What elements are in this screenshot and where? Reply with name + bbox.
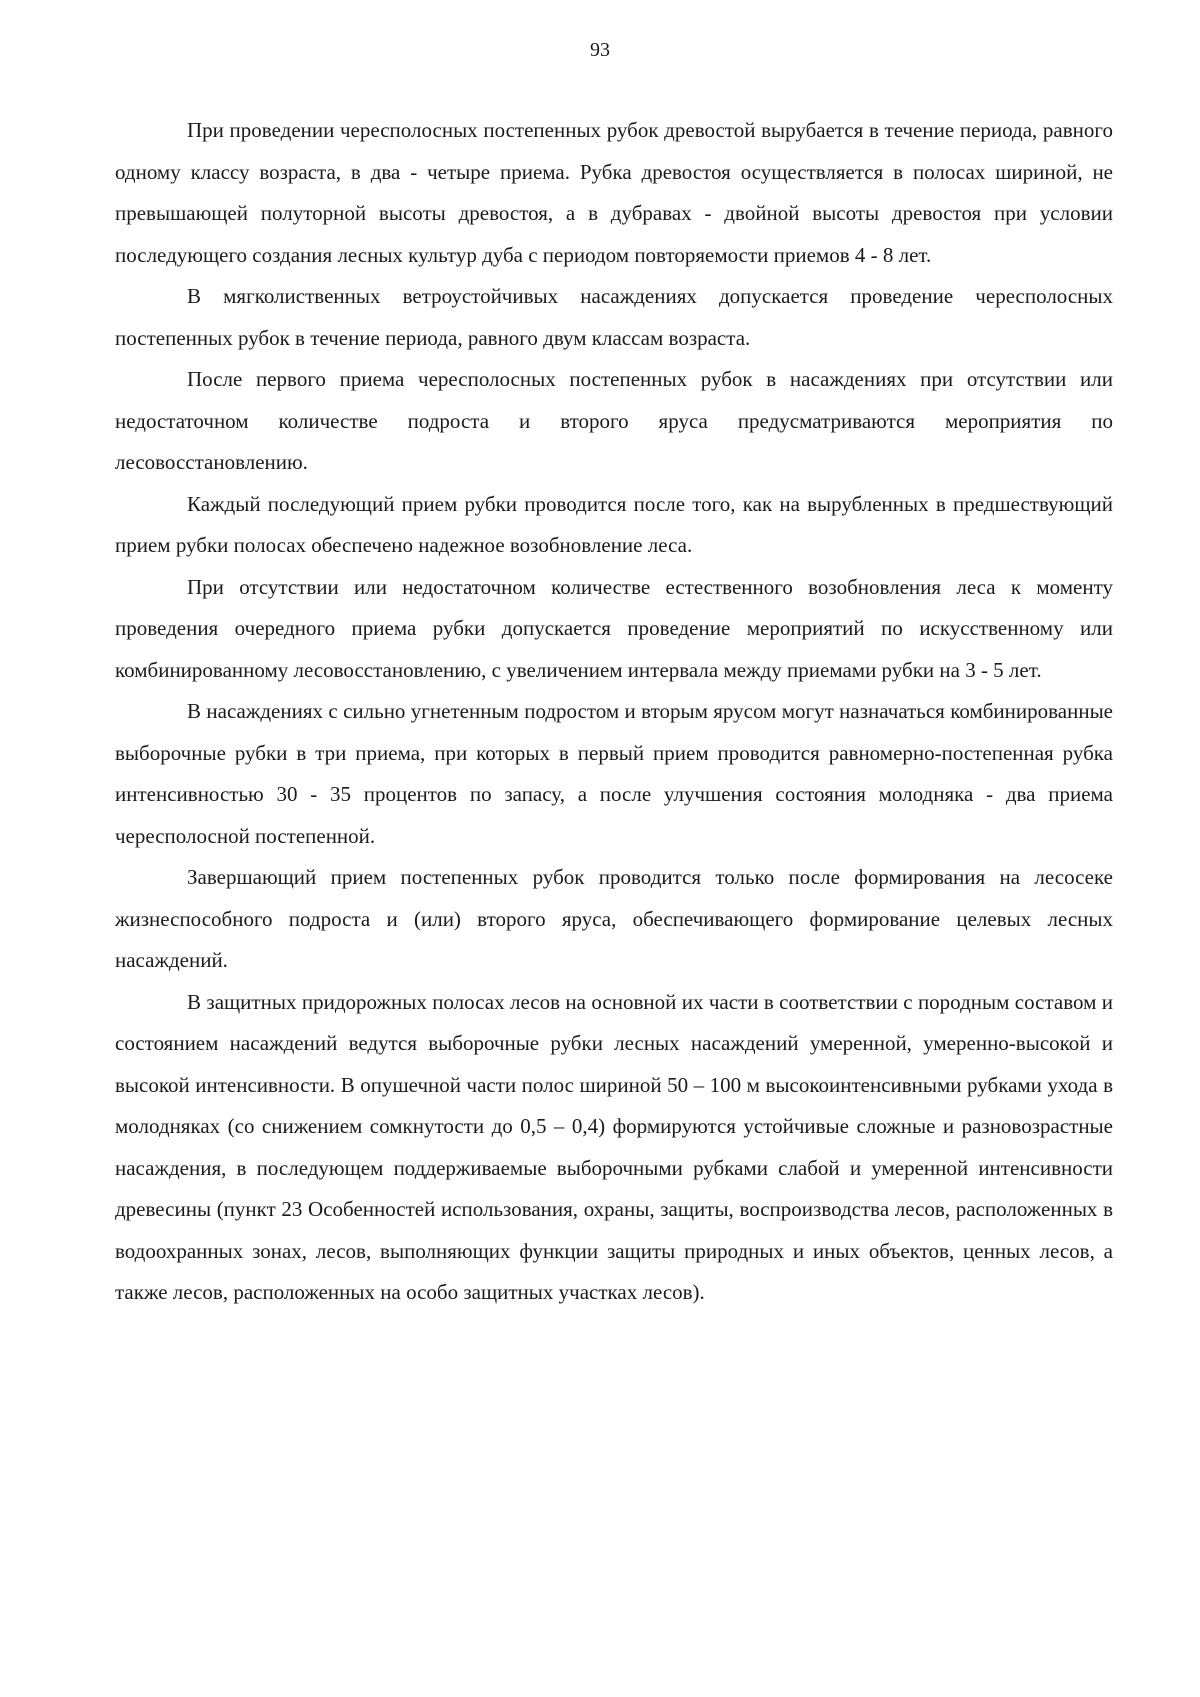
paragraph: В защитных придорожных полосах лесов на основной их части в соответствии с породным составом и состоянием насаждений ведутся выборочные рубки лесных насаждений умеренной, умеренно-высокой и высокой интенсивности. В опушечной части полос шириной 50 – 100 м высокоинтенсивными рубками ухода в молодняках (со снижением сомкнутости до 0,5 – 0,4) формируются устойчивые сложные и разновозрастные насаждения, в последующем поддерживаемые выборочными рубками слабой и умеренной интенсивности древесины (пункт 23 Особенностей использования, охраны, защиты, воспроизводства лесов, расположенных в водоохранных зонах, лесов, выполняющих функции защиты природных и иных объектов, ценных лесов, а также лесов, расположенных на особо защитных участках лесов).	[115, 989, 1113, 1304]
paragraph: После первого приема чересполосных постепенных рубок в насаждениях при отсутствии или недостаточном количестве подроста и второго яруса предусматриваются мероприятия по лесовосстановлению.	[115, 367, 1113, 474]
paragraph: В мягколиственных ветроустойчивых насаждениях допускается проведение чересполосных постепенных рубок в течение периода, равного двум классам возраста.	[115, 284, 1113, 350]
paragraph: В насаждениях с сильно угнетенным подростом и вторым ярусом могут назначаться комбинированные выборочные рубки в три приема, при которых в первый прием проводится равномерно-постепенная рубка интенсивностью 30 - 35 процентов по запасу, а после улучшения состояния молодняка - два приема чересполосной постепенной.	[115, 699, 1113, 848]
paragraph: При проведении чересполосных постепенных рубок древостой вырубается в течение периода, равного одному классу возраста, в два - четыре приема. Рубка древостоя осуществляется в полосах шириной, не превышающей полуторной высоты древостоя, а в дубравах - двойной высоты древостоя при условии последующего создания лесных культур дуба с периодом повторяемости приемов 4 - 8 лет.	[115, 118, 1113, 267]
page-number: 93	[590, 39, 610, 61]
paragraph: Завершающий прием постепенных рубок проводится только после формирования на лесосеке жизнеспособного подроста и (или) второго яруса, обеспечивающего формирование целевых лесных насаждений.	[115, 865, 1113, 972]
paragraph: Каждый последующий прием рубки проводится после того, как на вырубленных в предшествующий прием рубки полосах обеспечено надежное возобновление леса.	[115, 491, 1113, 557]
paragraph: При отсутствии или недостаточном количестве естественного возобновления леса к моменту проведения очередного приема рубки допускается проведение мероприятий по искусственному или комбинированному лесовосстановлению, с увеличением интервала между приемами рубки на 3 - 5 лет.	[115, 574, 1113, 682]
body-text	[115, 110, 1113, 1314]
